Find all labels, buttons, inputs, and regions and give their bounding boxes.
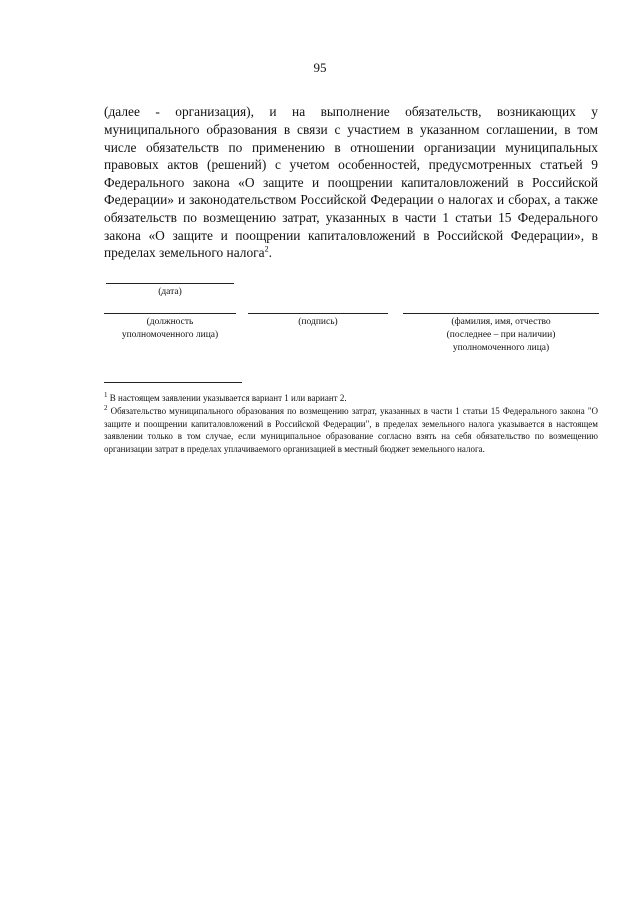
name-caption-line-3: уполномоченного лица) <box>452 343 550 353</box>
footnote-1-mark: 1 <box>104 391 108 399</box>
signature-caption: (подпись) <box>298 317 338 327</box>
date-line <box>106 283 234 284</box>
footnote-1 <box>104 392 598 404</box>
footnote-separator <box>104 382 242 383</box>
body-end: . <box>268 245 272 261</box>
position-caption <box>96 316 244 342</box>
footnote-2 <box>104 405 598 455</box>
footnote-ref-2: 2 <box>264 244 269 254</box>
footnote-2-text: Обязательство муниципального образования по возмещению затрат, указанных в части 1 статьи 15 Федерального закона "О защите и поощрении капиталовложений в Российской Федерации", в пределах земельного налога указывается в настоящем заявлении только в том случае, если муниципальное образование согласно взять на себя обязательство по возмещению организации затрат в пределах уплачиваемого организацией в местный бюджет земельного налога. <box>104 406 598 454</box>
position-caption-line-2: уполномоченного лица) <box>121 330 219 340</box>
signature-line <box>248 313 388 314</box>
body-text: (далее - организация), и на выполнение обязательств, возникающих у муниципального образования в связи с участием в указанном соглашении, в том числе обязательств по применению в отношении организации муниципальных правовых актов (решений) с учетом особенностей, предусмотренных статьей 9 Федерального закона «О защите и поощрении капиталовложений в Российской Федерации» и законодательством Российской Федерации о налогах и сборах, а также обязательств по возмещению затрат, указанных в части 1 статьи 15 Федерального закона «О защите и поощрении капиталовложений в Российской Федерации», в пределах земельного налога <box>104 104 598 261</box>
date-caption: (дата) <box>158 287 182 297</box>
name-caption-line-2: (последнее – при наличии) <box>446 330 556 340</box>
position-caption-line-1: (должность <box>146 317 194 327</box>
name-line <box>403 313 599 314</box>
footnote-1-text: В настоящем заявлении указывается вариант 1 или вариант 2. <box>107 393 347 403</box>
page-number: 95 <box>313 60 327 75</box>
position-line <box>104 313 236 314</box>
name-caption-line-1: (фамилия, имя, отчество <box>451 317 551 327</box>
footnote-2-mark: 2 <box>104 404 108 413</box>
footnotes <box>104 392 598 456</box>
body-paragraph <box>104 103 598 261</box>
name-caption <box>403 316 599 355</box>
